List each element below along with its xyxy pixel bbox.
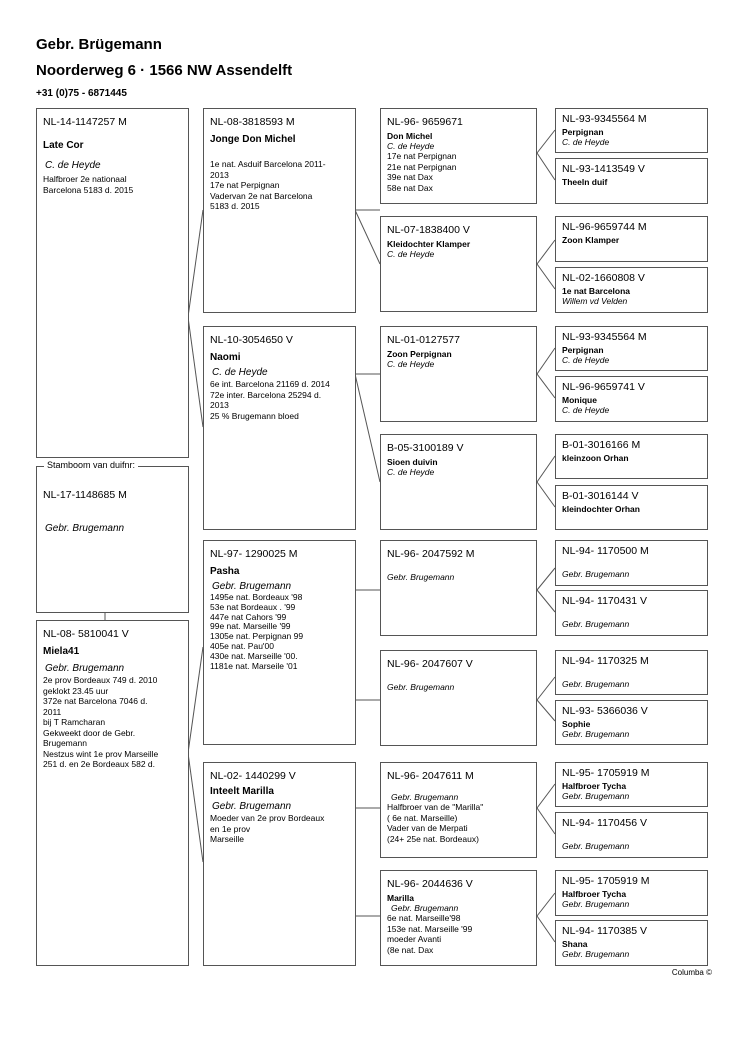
pedigree-card-gen4-12[interactable] (555, 700, 708, 745)
breeder: Gebr. Brugemann (562, 899, 630, 909)
breeder: Gebr. Brugemann (391, 903, 459, 913)
pigeon-name: Shana (562, 939, 588, 949)
pigeon-name: kleinzoon Orhan (562, 453, 629, 463)
breeder: Gebr. Brugemann (212, 581, 292, 592)
pedigree-card-gen4-10[interactable] (555, 590, 708, 636)
breeder: Gebr. Brugemann (562, 619, 630, 629)
pigeon-name: Sioen duivin (387, 457, 438, 467)
ring-number: NL-96- 2047611 M (387, 770, 474, 782)
breeder: Gebr. Brugemann (45, 523, 125, 534)
pedigree-card-gen4-9[interactable] (555, 540, 708, 586)
breeder: C. de Heyde (45, 160, 101, 171)
ring-number: NL-01-0127577 (387, 334, 460, 346)
ring-number: NL-97- 1290025 M (210, 548, 298, 560)
pedigree-card-subject[interactable] (36, 466, 189, 613)
ring-number: NL-08- 5810041 V (43, 628, 129, 640)
ring-number: NL-96- 9659671 (387, 116, 463, 128)
pedigree-card-gen4-3[interactable] (555, 216, 708, 262)
pedigree-card-gen4-2[interactable] (555, 158, 708, 204)
ring-number: NL-96- 2044636 V (387, 878, 473, 890)
breeder: Gebr. Brugemann (562, 729, 630, 739)
breeder: Gebr. Brugemann (562, 949, 630, 959)
pedigree-card-gen4-1[interactable] (555, 108, 708, 153)
pigeon-name: Zoon Klamper (562, 235, 620, 245)
ring-number: NL-94- 1170456 V (562, 817, 648, 829)
breeder: Gebr. Brugemann (562, 679, 630, 689)
pedigree-card-gen4-4[interactable] (555, 267, 708, 313)
ring-number: NL-93-9345564 M (562, 331, 647, 343)
breeder: C. de Heyde (387, 141, 435, 151)
breeder: Gebr. Brugemann (562, 791, 630, 801)
pedigree-card-gen3-2[interactable] (380, 216, 537, 312)
ring-number: NL-94- 1170500 M (562, 545, 649, 557)
pigeon-name: Halfbroer Tycha (562, 781, 627, 791)
breeder: C. de Heyde (562, 405, 610, 415)
stamboom-label: Stamboom van duifnr: (44, 460, 138, 470)
pigeon-info: Moeder van 2e prov Bordeaux en 1e prov Marseille (210, 813, 325, 844)
pigeon-name: Miela41 (43, 646, 80, 657)
pigeon-name: Perpignan (562, 127, 604, 137)
pigeon-name: Perpignan (562, 345, 604, 355)
ring-number: NL-94- 1170385 V (562, 925, 648, 937)
ring-number: B-01-3016144 V (562, 490, 639, 502)
ring-number: NL-94- 1170431 V (562, 595, 648, 607)
pigeon-name: Pasha (210, 566, 240, 577)
pigeon-name: Zoon Perpignan (387, 349, 452, 359)
breeder: Gebr. Brugemann (212, 801, 292, 812)
pigeon-name: Late Cor (43, 140, 84, 151)
breeder: Gebr. Brugemann (45, 663, 125, 674)
pedigree-card-gen3-5[interactable] (380, 540, 537, 636)
ring-number: NL-02-1660808 V (562, 272, 645, 284)
pedigree-card-gen4-6[interactable] (555, 376, 708, 422)
ring-number: NL-95- 1705919 M (562, 875, 650, 887)
breeder: Gebr. Brugemann (391, 792, 459, 802)
pedigree-card-gen3-4[interactable] (380, 434, 537, 530)
pigeon-name: Don Michel (387, 131, 433, 141)
pigeon-name: kleindochter Orhan (562, 504, 640, 514)
footer-credit: Columba © (671, 968, 712, 977)
pedigree-card-gen3-6[interactable] (380, 650, 537, 746)
ring-number: NL-10-3054650 V (210, 334, 293, 346)
breeder-name: Gebr. Brügemann (36, 36, 162, 53)
pigeon-info: Halfbroer van de "Marilla" ( 6e nat. Marseille) Vader van de Merpati (24+ 25e nat. Bordeaux) (387, 802, 484, 844)
pedigree-card-gen4-16[interactable] (555, 920, 708, 966)
pigeon-info: 1495e nat. Bordeaux '98 53e nat Bordeaux . '99 447e nat Cahors '99 99e nat. Marseille '99 1305e nat. Perpignan 99 405e nat. Pau'00 430e nat. Marseille '00. 1181e nat. Marseile '01 (210, 592, 304, 671)
ring-number: NL-08-3818593 M (210, 116, 295, 128)
pedigree-card-gen3-1[interactable] (380, 108, 537, 204)
pedigree-card-gen4-15[interactable] (555, 870, 708, 916)
breeder-address: Noorderweg 6 · 1566 NW Assendelft (36, 62, 293, 79)
ring-number: NL-96- 2047607 V (387, 658, 473, 670)
ring-number: NL-96-9659744 M (562, 221, 647, 233)
pigeon-name: Marilla (387, 893, 414, 903)
ring-number: NL-96- 2047592 M (387, 548, 475, 560)
breeder-phone: +31 (0)75 - 6871445 (36, 88, 127, 99)
pedigree-card-gen4-7[interactable] (555, 434, 708, 479)
ring-number: NL-17-1148685 M (43, 489, 127, 501)
pedigree-card-gen2-1[interactable] (203, 108, 356, 313)
pedigree-card-gen2-4[interactable] (203, 762, 356, 966)
pigeon-name: Jonge Don Michel (210, 134, 296, 145)
pigeon-info: 1e nat. Asduif Barcelona 2011- 2013 17e nat Perpignan Vadervan 2e nat Barcelona 5183 d. 2015 (210, 159, 326, 211)
breeder: Gebr. Brugemann (562, 841, 630, 851)
ring-number: NL-96-9659741 V (562, 381, 645, 393)
pedigree-card-gen2-3[interactable] (203, 540, 356, 745)
breeder: C. de Heyde (387, 467, 435, 477)
breeder: C. de Heyde (387, 249, 435, 259)
ring-number: B-01-3016166 M (562, 439, 641, 451)
pigeon-info: Halfbroer 2e nationaal Barcelona 5183 d. 2015 (43, 174, 134, 195)
pigeon-name: Monique (562, 395, 597, 405)
ring-number: NL-93-1413549 V (562, 163, 645, 175)
breeder: Willem vd Velden (562, 296, 628, 306)
breeder: C. de Heyde (562, 137, 610, 147)
ring-number: NL-07-1838400 V (387, 224, 470, 236)
ring-number: B-05-3100189 V (387, 442, 464, 454)
pigeon-info: 17e nat Perpignan 21e nat Perpignan 39e nat Dax 58e nat Dax (387, 151, 457, 193)
breeder: Gebr. Brugemann (387, 572, 455, 582)
pigeon-info: 6e nat. Marseille'98 153e nat. Marseille '99 moeder Avanti (8e nat. Dax (387, 913, 473, 955)
ring-number: NL-95- 1705919 M (562, 767, 650, 779)
ring-number: NL-93-9345564 M (562, 113, 647, 125)
pigeon-name: 1e nat Barcelona (562, 286, 631, 296)
pedigree-card-gen4-13[interactable] (555, 762, 708, 807)
pigeon-name: Halfbroer Tycha (562, 889, 627, 899)
breeder: C. de Heyde (562, 355, 610, 365)
pedigree-card-gen4-8[interactable] (555, 485, 708, 530)
ring-number: NL-02- 1440299 V (210, 770, 296, 782)
pigeon-name: Sophie (562, 719, 591, 729)
pedigree-card-gen3-3[interactable] (380, 326, 537, 422)
ring-number: NL-14-1147257 M (43, 116, 127, 128)
pigeon-info: 6e int. Barcelona 21169 d. 2014 72e inter. Barcelona 25294 d. 2013 25 % Brugemann bloed (210, 379, 330, 421)
pigeon-name: Inteelt Marilla (210, 786, 274, 797)
pedigree-card-gen2-2[interactable] (203, 326, 356, 530)
breeder: C. de Heyde (212, 367, 268, 378)
breeder: Gebr. Brugemann (387, 682, 455, 692)
pigeon-name: Theeln duif (562, 177, 608, 187)
pigeon-info: 2e prov Bordeaux 749 d. 2010 geklokt 23.45 uur 372e nat Barcelona 7046 d. 2011 bij T Ramcharan Gekweekt door de Gebr. Brugemann Nestzus wint 1e prov Marseille 251 d. en 2e Bordeaux 582 d. (43, 675, 159, 769)
breeder: Gebr. Brugemann (562, 569, 630, 579)
pedigree-card-mother[interactable] (36, 620, 189, 966)
pigeon-name: Kleidochter Klamper (387, 239, 471, 249)
pigeon-name: Naomi (210, 352, 241, 363)
breeder: C. de Heyde (387, 359, 435, 369)
ring-number: NL-93- 5366036 V (562, 705, 648, 717)
pedigree-card-gen4-11[interactable] (555, 650, 708, 695)
pedigree-card-gen3-8[interactable] (380, 870, 537, 966)
pedigree-card-gen4-5[interactable] (555, 326, 708, 371)
pedigree-card-father[interactable] (36, 108, 189, 458)
pedigree-card-gen3-7[interactable] (380, 762, 537, 858)
ring-number: NL-94- 1170325 M (562, 655, 649, 667)
pedigree-card-gen4-14[interactable] (555, 812, 708, 858)
